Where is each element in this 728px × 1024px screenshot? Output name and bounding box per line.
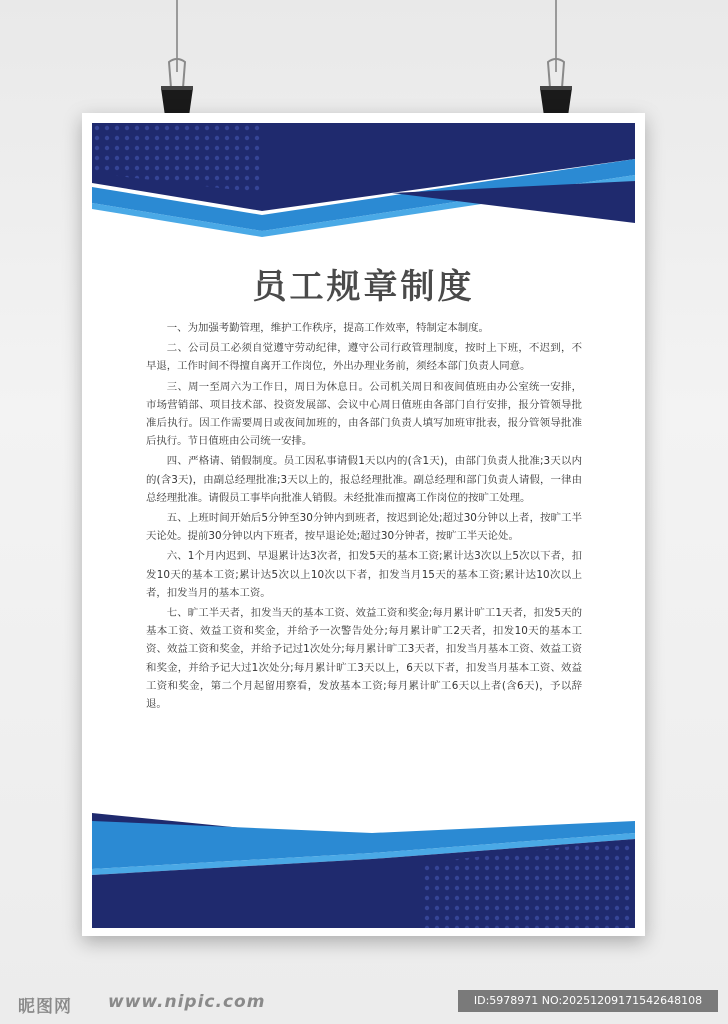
header-decoration — [92, 123, 635, 243]
watermark-logo: 昵图网 — [18, 997, 72, 1017]
paragraph-3: 三、周一至周六为工作日，周日为休息日。公司机关周日和夜间值班由办公室统一安排，市场营销部、项目技术部、投资发展部、会议中心周日值班由各部门自行安排，报分管领导批准后执行。因工作需要周日或夜间加班的，由各部门负责人填写加班审批表，报分管领导批准后执行。节日值班由公司统一安排。 — [146, 380, 582, 448]
watermark-url: www.nipic.com — [108, 992, 266, 1012]
document-title: 员工规章制度 — [252, 267, 475, 307]
paragraph-5: 五、上班时间开始后5分钟至30分钟内到班者，按迟到论处;超过30分钟以上者，按旷工半天论处。提前30分钟以内下班者，按早退论处;超过30分钟者，按旷工半天论处。 — [146, 512, 582, 543]
paragraph-4: 四、严格请、销假制度。员工因私事请假1天以内的(含1天)，由部门负责人批准;3天以内的(含3天)，由副总经理批准;3天以上的，报总经理批准。副总经理和部门负责人请假，一律由总经理批准。请假员工事毕向批准人销假。未经批准而擅离工作岗位的按旷工处理。 — [146, 455, 582, 504]
poster-sheet — [82, 113, 645, 936]
paragraph-6: 六、1个月内迟到、早退累计达3次者，扣发5天的基本工资;累计达3次以上5次以下者，扣发10天的基本工资;累计达5次以上10次以下者，扣发当月15天的基本工资;累计达10次以上者，扣发当月的基本工资。 — [146, 550, 582, 599]
binder-clip-right — [536, 58, 576, 118]
watermark-bar — [0, 984, 728, 1024]
paragraph-1: 一、为加强考勤管理，维护工作秩序，提高工作效率，特制定本制度。 — [166, 322, 489, 334]
footer-decoration — [92, 813, 635, 928]
binder-clip-left — [157, 58, 197, 118]
paragraph-7: 七、旷工半天者，扣发当天的基本工资、效益工资和奖金;每月累计旷工1天者，扣发5天的基本工资、效益工资和奖金，并给予一次警告处分;每月累计旷工2天者，扣发10天的基本工资、效益工资和奖金，并给予记过1次处分;每月累计旷工3天者，扣发当月基本工资、效益工资和奖金，并给予记大过1次处分;每月累计旷工3天以上，6天以下者，扣发当月基本工资、效益工资和奖金，第二个月起留用察看，发放基本工资;每月累计旷工6天以上者(含6天)，予以辞退。 — [146, 607, 582, 711]
paragraph-2: 二、公司员工必须自觉遵守劳动纪律，遵守公司行政管理制度，按时上下班，不迟到，不早退，工作时间不得擅自离开工作岗位，外出办理业务前，须经本部门负责人同意。 — [146, 342, 582, 373]
watermark-id: ID:5978971 NO:20251209171542648108 — [458, 990, 718, 1012]
document-body — [146, 319, 582, 715]
